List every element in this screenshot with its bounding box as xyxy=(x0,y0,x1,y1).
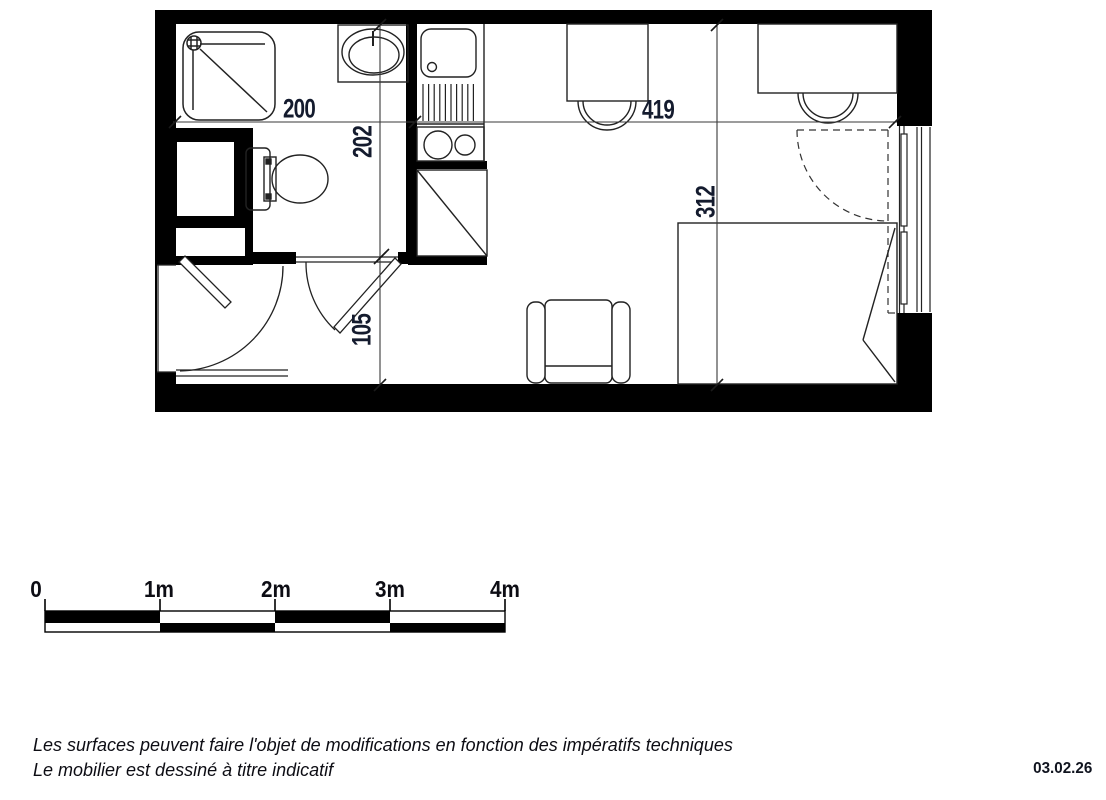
scale-label-1m: 1m xyxy=(144,576,174,602)
disclaimer-line-1: Les surfaces peuvent faire l'objet de modifications en fonction des impératifs techniques xyxy=(33,735,733,755)
dining-table xyxy=(567,24,648,130)
dimension-label-105: 105 xyxy=(346,314,377,346)
bed xyxy=(678,223,897,384)
kitchen-sink xyxy=(421,29,476,77)
wall-under-hob xyxy=(408,161,487,169)
entrance-door xyxy=(176,256,288,376)
wall-under-wardrobe xyxy=(408,256,487,265)
entrance-opening xyxy=(157,265,176,372)
wall-bathroom-bottom-left xyxy=(158,256,253,265)
wall-shaft-leg xyxy=(245,216,253,265)
scale-label-2m: 2m xyxy=(261,576,291,602)
desk-chair xyxy=(798,93,858,123)
window xyxy=(897,126,932,313)
window-sash-upper xyxy=(901,134,907,226)
disclaimer-line-2: Le mobilier est dessiné à titre indicatif xyxy=(33,760,334,780)
scale-label-4m: 4m xyxy=(490,576,520,602)
scale-label-3m: 3m xyxy=(375,576,405,602)
dining-chair xyxy=(578,101,636,130)
scale-label-0: 0 xyxy=(30,576,42,602)
bed-fold xyxy=(863,228,895,340)
window-swing-dashed xyxy=(797,130,897,313)
wall-right-upper xyxy=(897,10,932,127)
wall-top xyxy=(155,10,932,24)
plan-date: 03.02.26 xyxy=(1032,760,1092,777)
hob xyxy=(417,127,484,161)
washbasin xyxy=(338,25,408,82)
shower xyxy=(183,32,275,120)
armchair xyxy=(527,300,630,383)
bed-fold xyxy=(863,340,895,382)
scale-bar xyxy=(45,599,505,632)
wall-bathroom-bottom-mid xyxy=(253,252,296,264)
wall-bottom xyxy=(155,384,932,412)
drainer-lines xyxy=(423,84,473,121)
desk xyxy=(758,24,897,123)
shower-drain-icon xyxy=(187,36,201,50)
dimension-label-202: 202 xyxy=(347,126,378,158)
wardrobe xyxy=(417,170,487,256)
toilet xyxy=(246,148,328,210)
dimension-label-200: 200 xyxy=(283,93,315,124)
kitchenette xyxy=(417,24,487,256)
window-sash-lower xyxy=(901,232,907,304)
shaft-inner xyxy=(177,142,234,216)
dimension-label-419: 419 xyxy=(642,94,674,125)
dimension-label-312: 312 xyxy=(690,186,721,218)
